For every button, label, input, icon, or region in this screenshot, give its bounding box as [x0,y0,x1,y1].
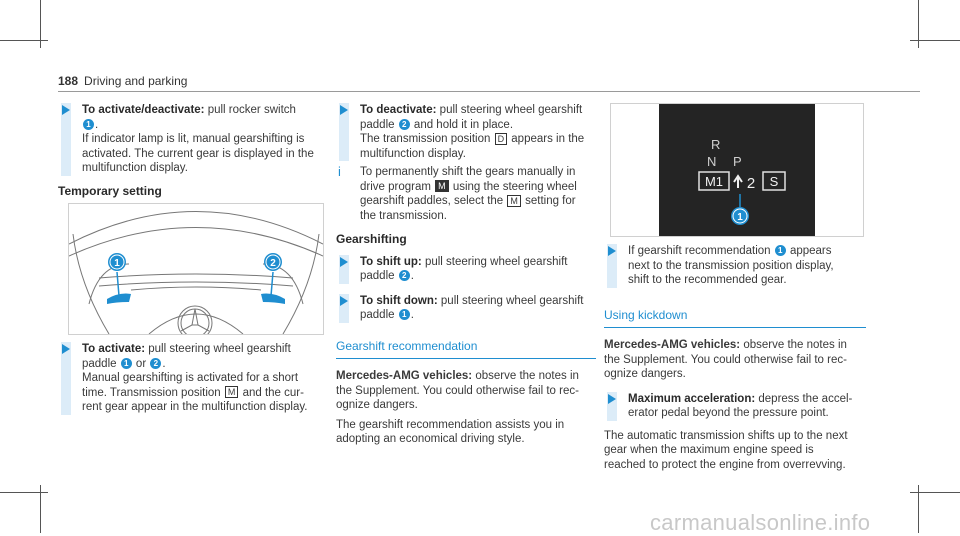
step-text: The transmission position [360,133,494,145]
step-label: To activate: [82,343,146,355]
crop-mark [0,492,48,493]
note-text: the transmission. [360,209,447,222]
auto-text: reached to protect the engine from overrevving. [604,458,846,471]
assist-text: adopting an economical driving style. [336,433,525,445]
step-text: paddle [360,270,398,282]
step-text: pull rocker switch [204,104,296,116]
step-arrow-icon [340,257,348,267]
step-text: paddle [82,357,120,370]
step-arrow-icon [608,394,616,404]
step-label: Maximum acceleration: [628,392,756,405]
callout-badge: 2 [150,358,161,369]
step-text: . [162,357,166,370]
step-text: next to the transmission position display, [628,259,834,272]
crop-mark [910,40,960,41]
manual-program-symbol: M [435,180,449,192]
note-text: To permanently shift the gears manually in [360,166,576,178]
note-text: using the steering wheel [449,180,577,193]
auto-text: gear when the maximum engine speed is [604,444,814,456]
step-text: activated. The current gear is displayed in the [82,147,314,160]
gear-s: S [769,174,779,189]
callout-badge: 1 [83,119,94,130]
step-text: and the cur- [239,386,304,399]
step-arrow-icon [340,296,348,306]
column-1 [58,103,326,198]
crop-mark [910,492,960,493]
step-arrow-icon [62,344,70,354]
callout-badge: 1 [121,358,132,369]
step-text: appears in the [508,133,585,145]
amg-text: the Supplement. You could otherwise fail to rec- [336,384,579,397]
auto-text: The automatic transmission shifts up to the next [604,429,848,442]
kickdown-title: Using kickdown [604,308,866,329]
step-text: rent gear appear in the multifunction display. [82,401,308,413]
gear-m1: M1 [704,174,724,189]
step-label: To deactivate: [360,104,437,116]
step-text: erator pedal beyond the pressure point. [628,407,829,419]
amg-text: the Supplement. You could otherwise fail to rec- [604,353,847,366]
display-callout-1: 1 [737,212,743,223]
temporary-heading: Temporary setting [58,183,162,198]
step-label: To shift down: [360,294,438,307]
step-label: To shift up: [360,255,422,268]
step-text: and hold it in place. [410,118,514,131]
step-arrow-icon [340,105,348,115]
instrument-display [659,104,815,236]
step-text: multifunction display. [360,147,466,160]
steering-wheel-figure [68,203,324,335]
gear-r: R [711,137,721,152]
column-1-lower [58,342,326,415]
step-deactivate [336,103,596,161]
step-text: shift to the recommended gear. [628,274,787,286]
step-text: Manual gearshifting is activated for a short [82,372,299,384]
column-3 [604,244,866,472]
step-text: pull steering wheel gearshift [437,294,584,307]
amg-text: observe the notes in [740,339,847,351]
recommendation-title: Gearshift recommendation [336,339,596,360]
amg-text: ognize dangers. [336,399,418,411]
step-text: If indicator lamp is lit, manual gearshifting is [82,133,305,145]
step-text: paddle [360,309,398,321]
step-shift-up [336,255,596,284]
drive-position-symbol: D [495,133,508,145]
wheel-callout-1: 1 [114,258,120,269]
step-text: multifunction display. [82,162,188,174]
amg-text: observe the notes in [472,370,579,382]
amg-text: ognize dangers. [604,368,686,380]
crop-mark [0,40,48,41]
amg-label: Mercedes-AMG vehicles: [336,370,473,382]
info-note [336,165,596,223]
step-label: To activate/deactivate: [82,104,205,116]
callout-badge: 1 [399,309,410,320]
step-shift-down [336,294,596,323]
step-activate [58,342,326,415]
note-text: drive program [360,180,435,193]
gear-p: P [733,154,742,169]
assist-text: The gearshift recommendation assists you in [336,418,565,431]
step-arrow-icon [608,246,616,256]
note-text: gearshift paddles, select the [360,195,507,207]
step-text: . [410,270,414,282]
step-text: . [410,309,414,321]
column-2 [336,103,596,447]
gear-n: N [707,154,717,169]
step-text: If gearshift recommendation [628,245,774,257]
callout-badge: 2 [399,119,410,130]
wheel-callout-2: 2 [270,258,276,269]
step-text: time. Transmission position [82,386,224,399]
recommended-gear: 2 [746,175,756,192]
step-arrow-icon [62,105,70,115]
upshift-arrow-icon [734,176,742,188]
step-text: . [95,118,99,131]
info-icon: i [338,164,341,179]
step-text: appears [786,245,832,257]
amg-label: Mercedes-AMG vehicles: [604,339,741,351]
gear-display-illustration [659,104,815,236]
steering-wheel-illustration [69,204,323,334]
step-text: or [132,357,150,370]
watermark: carmanualsonline.info [650,510,871,535]
step-text: paddle [360,118,398,131]
gear-display-figure [610,103,864,237]
step-text: pull steering wheel gearshift [421,255,568,268]
step-text: pull steering wheel gearshift [145,343,291,355]
manual-mode-symbol: M [507,195,521,207]
manual-mode-symbol: M [225,386,239,398]
callout-badge: 2 [399,270,410,281]
step-recommendation [604,244,866,288]
page-number: 188 [58,74,79,88]
callout-badge: 1 [775,245,786,256]
step-max-acceleration [604,392,866,421]
step-activate-deactivate [58,103,326,176]
step-text: depress the accel- [755,392,853,405]
section-title: Driving and parking [84,74,188,88]
note-text: setting for [521,195,576,207]
step-text: pull steering wheel gearshift [436,104,583,116]
header-rule [58,91,920,92]
page-header [58,74,187,88]
gearshifting-heading: Gearshifting [336,232,407,246]
